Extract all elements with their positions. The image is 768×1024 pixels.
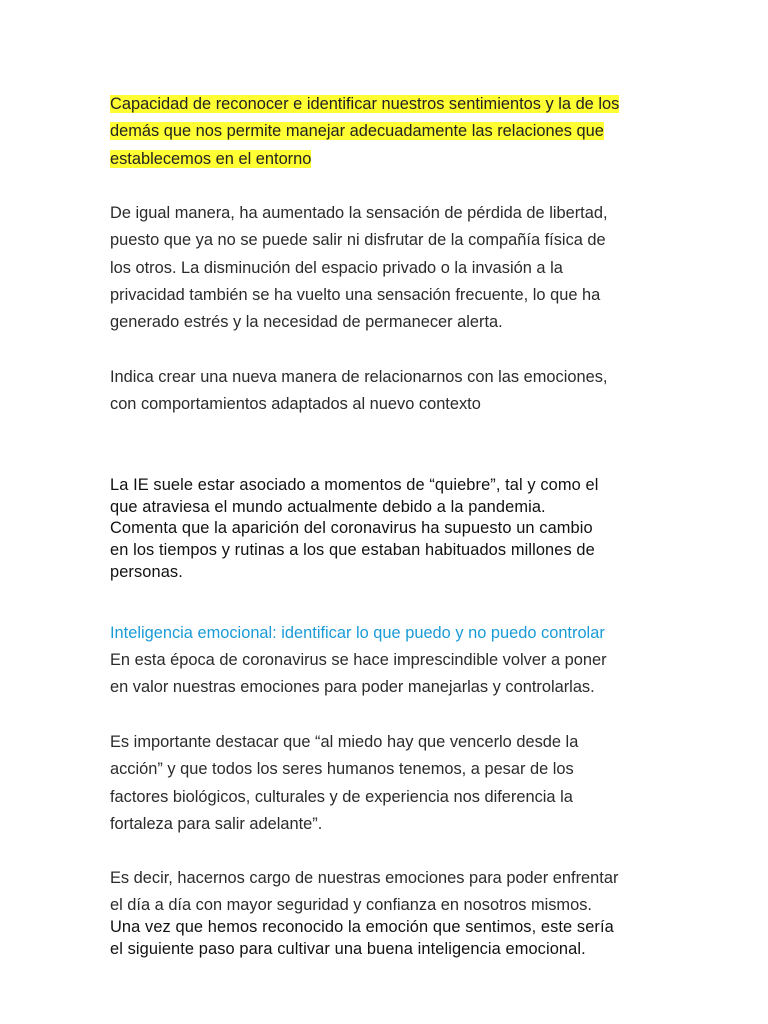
paragraph-loss-of-freedom bbox=[110, 200, 670, 336]
paragraph-ie-quiebre bbox=[110, 475, 670, 584]
text-line: Indica crear una nueva manera de relacionarnos con las emociones, bbox=[110, 368, 608, 386]
text-line: generado estrés y la necesidad de permanecer alerta. bbox=[110, 313, 503, 332]
highlighted-line: Capacidad de reconocer e identificar nuestros sentimientos y la de los bbox=[110, 95, 620, 113]
text-line: personas. bbox=[110, 562, 183, 581]
text-line: que atraviesa el mundo actualmente debido a la pandemia. bbox=[110, 497, 546, 516]
text-line: Es importante destacar que “al miedo hay que vencerlo desde la bbox=[110, 733, 579, 751]
text-line: el siguiente paso para cultivar una buena inteligencia emocional. bbox=[110, 939, 586, 958]
text-line: factores biológicos, culturales y de experiencia nos diferencia la bbox=[110, 787, 573, 806]
text-line: acción” y que todos los seres humanos tenemos, a pesar de los bbox=[110, 760, 574, 779]
text-line: en valor nuestras emociones para poder manejarlas y controlarlas. bbox=[110, 678, 595, 697]
section-heading-text: Inteligencia emocional: identificar lo que puedo y no puedo controlar bbox=[110, 624, 605, 642]
text-line: el día a día con mayor seguridad y confianza en nosotros mismos. bbox=[110, 896, 592, 915]
text-line: Comenta que la aparición del coronavirus ha supuesto un cambio bbox=[110, 519, 593, 538]
text-line: privacidad también se ha vuelto una sensación frecuente, lo que ha bbox=[110, 285, 601, 304]
highlighted-definition-paragraph bbox=[110, 91, 670, 173]
text-line: Una vez que hemos reconocido la emoción que sentimos, este sería bbox=[110, 918, 614, 936]
paragraph-coronavirus-era bbox=[110, 647, 670, 702]
paragraph-new-relationship bbox=[110, 364, 670, 419]
text-line: en los tiempos y rutinas a los que estaban habituados millones de bbox=[110, 541, 595, 560]
text-line: Es decir, hacernos cargo de nuestras emociones para poder enfrentar bbox=[110, 869, 619, 887]
highlighted-line: demás que nos permite manejar adecuadamente las relaciones que bbox=[110, 122, 604, 141]
section-heading bbox=[110, 620, 670, 647]
text-line: los otros. La disminución del espacio privado o la invasión a la bbox=[110, 258, 563, 277]
text-line: La IE suele estar asociado a momentos de “quiebre”, tal y como el bbox=[110, 476, 599, 494]
text-line: con comportamientos adaptados al nuevo contexto bbox=[110, 395, 481, 414]
paragraph-take-charge bbox=[110, 865, 670, 920]
paragraph-fear-quote bbox=[110, 729, 670, 838]
paragraph-next-step bbox=[110, 917, 670, 960]
text-line: En esta época de coronavirus se hace imprescindible volver a poner bbox=[110, 651, 607, 669]
text-line: puesto que ya no se puede salir ni disfrutar de la compañía física de bbox=[110, 231, 606, 250]
text-line: De igual manera, ha aumentado la sensación de pérdida de libertad, bbox=[110, 204, 608, 222]
text-line: fortaleza para salir adelante”. bbox=[110, 814, 323, 833]
highlighted-line: establecemos en el entorno bbox=[110, 149, 312, 168]
